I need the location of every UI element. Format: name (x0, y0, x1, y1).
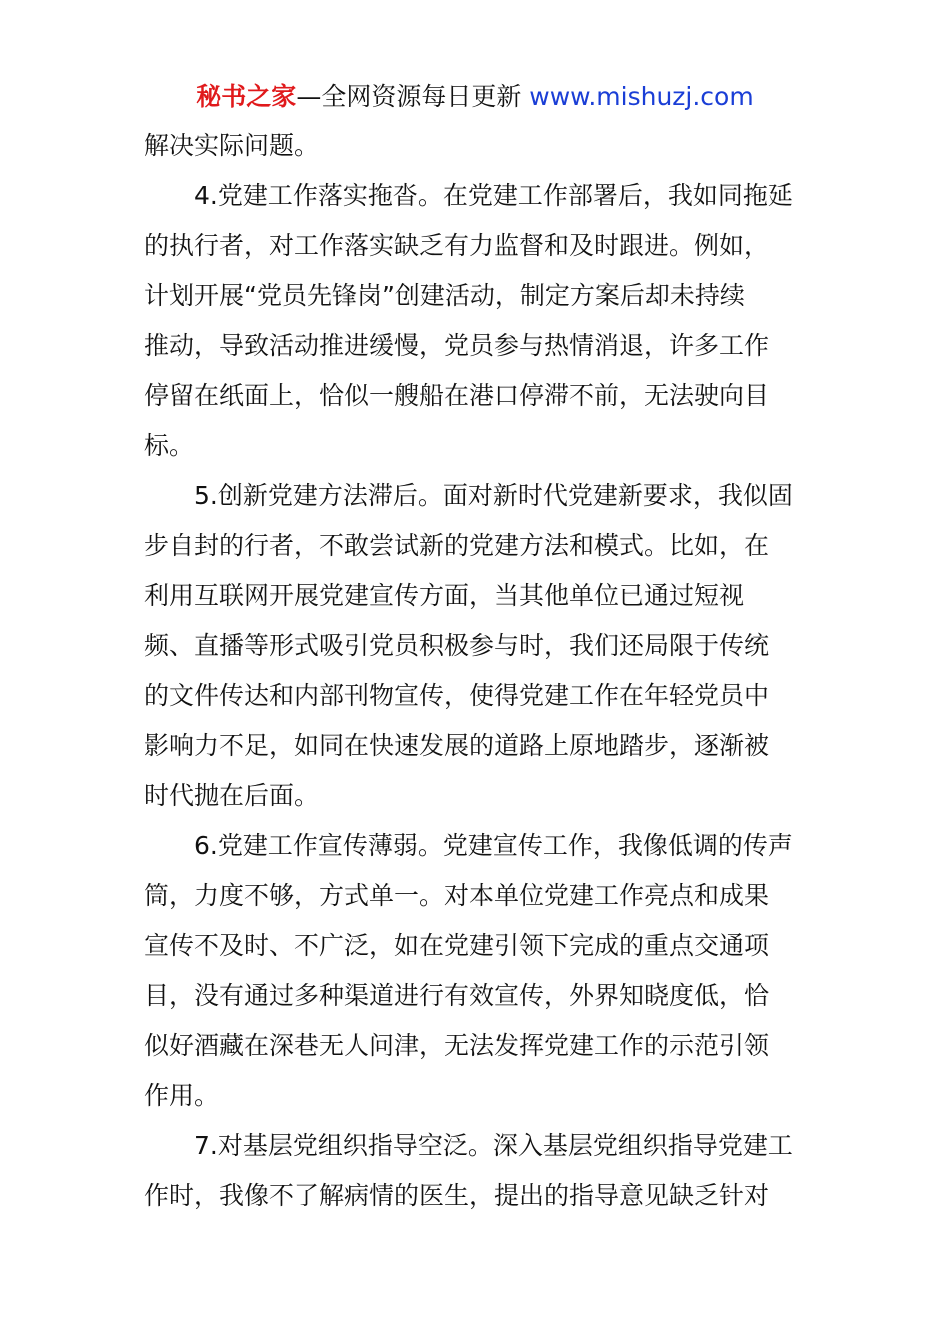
paragraph-line: 解决实际问题。 (144, 131, 320, 160)
paragraph-line: 影响力不足，如同在快速发展的道路上原地踏步，逐渐被 (144, 731, 770, 760)
paragraph-line: 计划开展“党员先锋岗”创建活动，制定方案后却未持续 (144, 281, 745, 310)
paragraph-line: 筒，力度不够，方式单一。对本单位党建工作亮点和成果 (144, 881, 770, 910)
site-url-link[interactable]: www.mishuzj.com (529, 82, 754, 111)
site-slogan: —全网资源每日更新 (296, 82, 522, 111)
paragraph-line: 目，没有通过多种渠道进行有效宣传，外界知晓度低，恰 (144, 981, 770, 1010)
paragraph-line: 步自封的行者，不敢尝试新的党建方法和模式。比如，在 (144, 531, 770, 560)
paragraph-line: 标。 (144, 431, 195, 460)
paragraph-line: 作时，我像不了解病情的医生，提出的指导意见缺乏针对 (144, 1181, 770, 1210)
paragraph-line: 停留在纸面上，恰似一艘船在港口停滞不前，无法驶向目 (144, 381, 770, 410)
paragraph-line: 4.党建工作落实拖沓。在党建工作部署后，我如同拖延 (194, 181, 793, 210)
paragraph-line: 6.党建工作宣传薄弱。党建宣传工作，我像低调的传声 (194, 831, 793, 860)
paragraph-line: 时代抛在后面。 (144, 781, 320, 810)
site-header (0, 80, 950, 114)
paragraph-line: 作用。 (144, 1081, 220, 1110)
paragraph-line: 推动，导致活动推进缓慢，党员参与热情消退，许多工作 (144, 331, 770, 360)
paragraph-line: 频、直播等形式吸引党员积极参与时，我们还局限于传统 (144, 631, 770, 660)
site-brand: 秘书之家 (196, 82, 297, 111)
paragraph-line: 的执行者，对工作落实缺乏有力监督和及时跟进。例如， (144, 231, 770, 260)
paragraph-line: 宣传不及时、不广泛，如在党建引领下完成的重点交通项 (144, 931, 770, 960)
paragraph-line: 5.创新党建方法滞后。面对新时代党建新要求，我似固 (194, 481, 793, 510)
paragraph-line: 利用互联网开展党建宣传方面，当其他单位已通过短视 (144, 581, 745, 610)
paragraph-line: 7.对基层党组织指导空泛。深入基层党组织指导党建工 (194, 1131, 793, 1160)
paragraph-line: 似好酒藏在深巷无人问津，无法发挥党建工作的示范引领 (144, 1031, 770, 1060)
paragraph-line: 的文件传达和内部刊物宣传，使得党建工作在年轻党员中 (144, 681, 770, 710)
document-body (144, 121, 810, 1221)
